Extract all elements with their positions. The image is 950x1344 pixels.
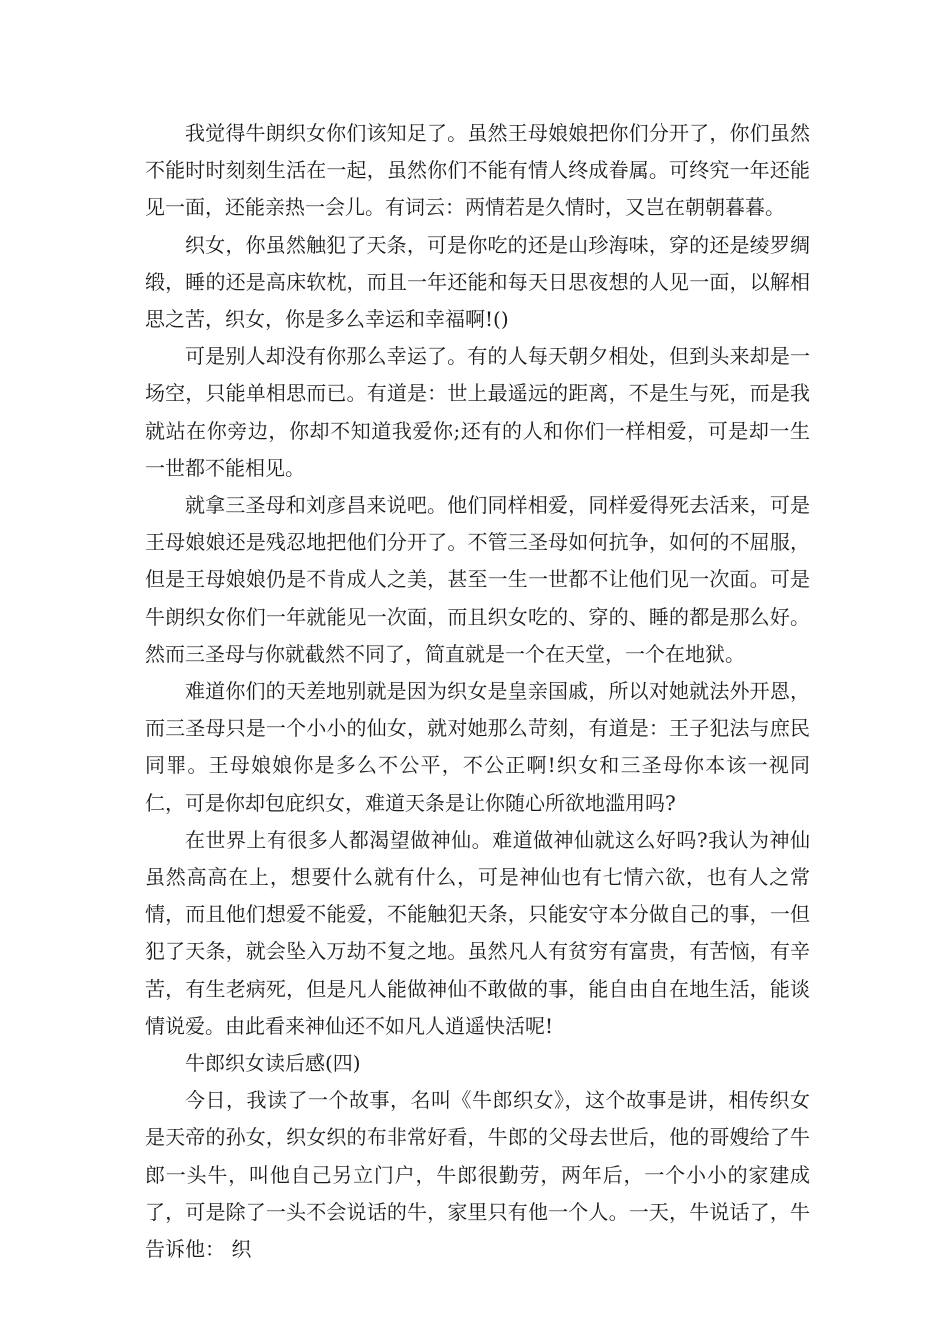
paragraph-1: 我觉得牛朗织女你们该知足了。虽然王母娘娘把你们分开了，你们虽然不能时时刻刻生活在一起，虽然你们不能有情人终成眷属。可终究一年还能见一面，还能亲热一会儿。有词云：两情若是久情时，又岂在朝朝暮暮。 (145, 121, 810, 220)
paragraph-4: 就拿三圣母和刘彦昌来说吧。他们同样相爱，同样爱得死去活来，可是王母娘娘还是残忍地把他们分开了。不管三圣母如何抗争，如何的不屈服，但是王母娘娘仍是不肯成人之美，甚至一生一世都不让他们见一次面。可是牛朗织女你们一年就能见一次面，而且织女吃的、穿的、睡的都是那么好。然而三圣母与你就截然不同了，简直就是一个在天堂，一个在地狱。 (145, 493, 810, 666)
paragraph-2: 织女，你虽然触犯了天条，可是你吃的还是山珍海味，穿的还是绫罗绸缎，睡的还是高床软枕，而且一年还能和每天日思夜想的人见一面，以解相思之苦，织女，你是多么幸运和幸福啊!() (145, 232, 810, 332)
document-body (145, 115, 810, 1268)
paragraph-5: 难道你们的天差地别就是因为织女是皇亲国戚，所以对她就法外开恩，而三圣母只是一个小小的仙女，就对她那么苛刻，有道是：王子犯法与庶民同罪。王母娘娘你是多么不公平，不公正啊!织女和三圣母你本该一视同仁，可是你却包庇织女，难道天条是让你随心所欲地滥用吗? (145, 679, 810, 815)
paragraph-3: 可是别人却没有你那么幸运了。有的人每天朝夕相处，但到头来却是一场空，只能单相思而已。有道是：世上最遥远的距离，不是生与死，而是我就站在你旁边，你却不知道我爱你;还有的人和你们一样相爱，可是却一生一世都不能相见。 (145, 344, 810, 480)
paragraph-7: 今日，我读了一个故事，名叫《牛郎织女》，这个故事是讲，相传织女是天帝的孙女，织女织的布非常好看，牛郎的父母去世后，他的哥嫂给了牛郎一头牛，叫他自己另立门户，牛郎很勤劳，两年后，一个小小的家建成了，可是除了一头不会说话的牛，家里只有他一个人。一天，牛说话了，牛告诉他： 织 (145, 1088, 810, 1262)
paragraph-6: 在世界上有很多人都渴望做神仙。难道做神仙就这么好吗?我认为神仙虽然高高在上，想要什么就有什么，可是神仙也有七情六欲，也有人之常情，而且他们想爱不能爱，不能触犯天条，只能安守本分做自己的事，一但犯了天条，就会坠入万劫不复之地。虽然凡人有贫穷有富贵，有苦恼，有辛苦，有生老病死，但是凡人能做神仙不敢做的事，能自由自在地生活，能谈情说爱。由此看来神仙还不如凡人逍遥快活呢! (145, 827, 810, 1038)
section-title: 牛郎织女读后感(四) (185, 1051, 361, 1076)
